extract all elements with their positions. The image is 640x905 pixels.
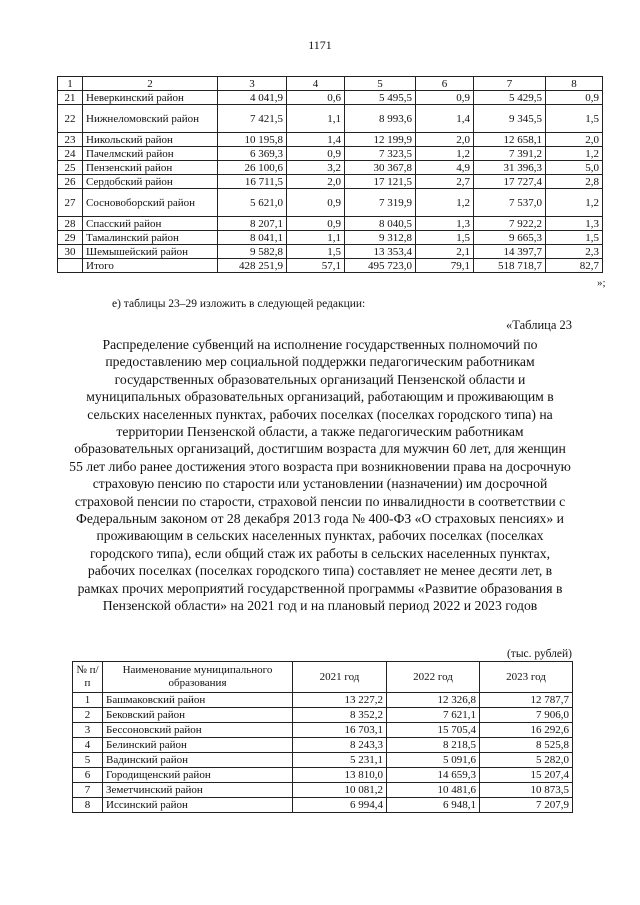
- value-2023: 15 207,4: [480, 768, 573, 783]
- amendment-instruction: е) таблицы 23–29 изложить в следующей редакции:: [112, 298, 366, 310]
- column-header: 5: [345, 77, 416, 91]
- row-number: 28: [58, 217, 83, 231]
- value-cell: 17 121,5: [345, 175, 416, 189]
- value-2022: 6 948,1: [387, 798, 480, 813]
- value-2021: 13 227,2: [293, 693, 387, 708]
- row-number: 8: [73, 798, 103, 813]
- value-2021: 6 994,4: [293, 798, 387, 813]
- value-2022: 14 659,3: [387, 768, 480, 783]
- value-cell: 4 041,9: [218, 91, 287, 105]
- table-header-row: [73, 662, 573, 693]
- value-cell: 5 621,0: [218, 189, 287, 217]
- value-cell: 13 353,4: [345, 245, 416, 259]
- share-cell: 4,9: [416, 161, 474, 175]
- value-2023: 16 292,6: [480, 723, 573, 738]
- share-cell: 1,1: [287, 231, 345, 245]
- municipality-name: Неверкинский район: [83, 91, 218, 105]
- closing-quote: »;: [597, 277, 606, 289]
- table-row: [58, 161, 603, 175]
- value-cell: 9 582,8: [218, 245, 287, 259]
- page-number: 1171: [308, 38, 332, 52]
- column-header-2021: 2021 год: [293, 662, 387, 693]
- value-2022: 8 218,5: [387, 738, 480, 753]
- municipality-name: Башмаковский район: [103, 693, 293, 708]
- municipality-name: Пачелмский район: [83, 147, 218, 161]
- value-cell: 17 727,4: [474, 175, 546, 189]
- value-cell: 8 993,6: [345, 105, 416, 133]
- column-header: 1: [58, 77, 83, 91]
- share-cell: 2,3: [546, 245, 603, 259]
- row-number: 26: [58, 175, 83, 189]
- total-value: 495 723,0: [345, 259, 416, 273]
- value-cell: 8 040,5: [345, 217, 416, 231]
- municipality-name: Бессоновский район: [103, 723, 293, 738]
- value-2021: 13 810,0: [293, 768, 387, 783]
- share-cell: 1,5: [416, 231, 474, 245]
- value-2021: 10 081,2: [293, 783, 387, 798]
- value-cell: 7 391,2: [474, 147, 546, 161]
- subvention-table: [72, 661, 573, 813]
- value-cell: 7 421,5: [218, 105, 287, 133]
- value-2023: 7 207,9: [480, 798, 573, 813]
- total-value: 518 718,7: [474, 259, 546, 273]
- value-2022: 5 091,6: [387, 753, 480, 768]
- row-number: 27: [58, 189, 83, 217]
- share-cell: 0,9: [287, 217, 345, 231]
- value-cell: 31 396,3: [474, 161, 546, 175]
- row-number: 24: [58, 147, 83, 161]
- share-cell: 1,1: [287, 105, 345, 133]
- table-row: [58, 245, 603, 259]
- table-row: [73, 738, 573, 753]
- municipality-name: Тамалинский район: [83, 231, 218, 245]
- column-header: 6: [416, 77, 474, 91]
- total-value: 428 251,9: [218, 259, 287, 273]
- municipality-name: Никольский район: [83, 133, 218, 147]
- municipality-name: Сосновоборский район: [83, 189, 218, 217]
- value-cell: 8 041,1: [218, 231, 287, 245]
- table-row: [58, 189, 603, 217]
- municipality-name: Городищенский район: [103, 768, 293, 783]
- table-row: [58, 105, 603, 133]
- column-header: 4: [287, 77, 345, 91]
- column-header-2023: 2023 год: [480, 662, 573, 693]
- table-row: [73, 783, 573, 798]
- value-2021: 8 243,3: [293, 738, 387, 753]
- row-number: 3: [73, 723, 103, 738]
- value-cell: 7 323,5: [345, 147, 416, 161]
- value-2023: 7 906,0: [480, 708, 573, 723]
- share-cell: 5,0: [546, 161, 603, 175]
- share-cell: 1,2: [546, 147, 603, 161]
- share-cell: 0,9: [416, 91, 474, 105]
- value-cell: 8 207,1: [218, 217, 287, 231]
- share-cell: 2,0: [287, 175, 345, 189]
- value-2023: 10 873,5: [480, 783, 573, 798]
- share-cell: 1,2: [546, 189, 603, 217]
- value-cell: 26 100,6: [218, 161, 287, 175]
- table-row: [58, 231, 603, 245]
- value-cell: 7 319,9: [345, 189, 416, 217]
- table-row: [73, 708, 573, 723]
- value-cell: 30 367,8: [345, 161, 416, 175]
- row-number: 22: [58, 105, 83, 133]
- table-row: [73, 693, 573, 708]
- value-2022: 7 621,1: [387, 708, 480, 723]
- value-2022: 12 326,8: [387, 693, 480, 708]
- total-row: [58, 259, 603, 273]
- share-cell: 1,3: [546, 217, 603, 231]
- municipality-name: Сердобский район: [83, 175, 218, 189]
- row-number: 4: [73, 738, 103, 753]
- value-cell: 5 429,5: [474, 91, 546, 105]
- share-cell: 1,4: [416, 105, 474, 133]
- share-cell: 1,4: [287, 133, 345, 147]
- share-cell: 0,9: [287, 189, 345, 217]
- row-number: 30: [58, 245, 83, 259]
- table-row: [58, 217, 603, 231]
- municipality-name: Шемышейский район: [83, 245, 218, 259]
- value-cell: 10 195,8: [218, 133, 287, 147]
- table-row: [58, 147, 603, 161]
- share-cell: 2,7: [416, 175, 474, 189]
- value-cell: 9 345,5: [474, 105, 546, 133]
- value-2021: 5 231,1: [293, 753, 387, 768]
- total-share: 79,1: [416, 259, 474, 273]
- row-number: 23: [58, 133, 83, 147]
- share-cell: 0,9: [546, 91, 603, 105]
- table-row: [58, 133, 603, 147]
- units-label: (тыс. рублей): [506, 648, 572, 660]
- column-header-number: № п/п: [73, 662, 103, 693]
- share-cell: 2,0: [416, 133, 474, 147]
- share-cell: 0,6: [287, 91, 345, 105]
- table-label: «Таблица 23: [506, 318, 572, 332]
- share-cell: 1,3: [416, 217, 474, 231]
- row-number: 2: [73, 708, 103, 723]
- empty-cell: [58, 259, 83, 273]
- value-cell: 14 397,7: [474, 245, 546, 259]
- value-2023: 8 525,8: [480, 738, 573, 753]
- share-cell: 0,9: [287, 147, 345, 161]
- municipality-name: Нижнеломовский район: [83, 105, 218, 133]
- row-number: 21: [58, 91, 83, 105]
- column-header-municipality: Наименование муниципального образования: [103, 662, 293, 693]
- share-cell: 3,2: [287, 161, 345, 175]
- column-header: 7: [474, 77, 546, 91]
- row-number: 5: [73, 753, 103, 768]
- row-number: 25: [58, 161, 83, 175]
- value-2021: 8 352,2: [293, 708, 387, 723]
- value-cell: 12 199,9: [345, 133, 416, 147]
- municipality-name: Пензенский район: [83, 161, 218, 175]
- table-row: [73, 768, 573, 783]
- value-cell: 16 711,5: [218, 175, 287, 189]
- share-cell: 1,2: [416, 147, 474, 161]
- row-number: 6: [73, 768, 103, 783]
- value-2022: 10 481,6: [387, 783, 480, 798]
- value-cell: 12 658,1: [474, 133, 546, 147]
- table-row: [58, 175, 603, 189]
- share-cell: 1,5: [287, 245, 345, 259]
- column-header: 2: [83, 77, 218, 91]
- table-row: [73, 753, 573, 768]
- value-2022: 15 705,4: [387, 723, 480, 738]
- value-cell: 9 312,8: [345, 231, 416, 245]
- share-cell: 2,0: [546, 133, 603, 147]
- table-row: [73, 798, 573, 813]
- value-cell: 6 369,3: [218, 147, 287, 161]
- row-number: 1: [73, 693, 103, 708]
- table-row: [58, 91, 603, 105]
- row-number: 29: [58, 231, 83, 245]
- total-share: 57,1: [287, 259, 345, 273]
- municipality-name: Вадинский район: [103, 753, 293, 768]
- column-header-2022: 2022 год: [387, 662, 480, 693]
- subsidy-table-continued: [57, 76, 603, 273]
- share-cell: 2,1: [416, 245, 474, 259]
- total-label: Итого: [83, 259, 218, 273]
- value-cell: 7 537,0: [474, 189, 546, 217]
- table-heading: Распределение субвенций на исполнение государственных полномочий по предоставлению мер социальной поддержки педагогическим работникам государственных образовательных организаций Пензенской области и муниципальных образовательных организаций, работающим и проживающим в сельских населенных пунктах, рабочих поселках (поселках городского типа) на территории Пензенской области, а также педагогическим работникам образовательных организаций, достигшим возраста для мужчин 60 лет, для женщин 55 лет либо ранее достижения этого возраста при возникновении права на досрочную страховую пенсию по старости или установлении (назначении) им досрочной страховой пенсии по старости, страховой пенсии по инвалидности в соответствии с Федеральным законом от 28 декабря 2013 года № 400-ФЗ «О страховых пенсиях» и проживающим в сельских населенных пунктах, рабочих поселках (поселках городского типа), если общий стаж их работы в сельских населенных пунктах, рабочих поселках (поселках городского типа) составляет не менее десяти лет, в рамках прочих мероприятий государственной программы «Развитие образования в Пензенской области» на 2021 год и на плановый период 2022 и 2023 годов: [69, 337, 571, 614]
- municipality-name: Бековский район: [103, 708, 293, 723]
- municipality-name: Иссинский район: [103, 798, 293, 813]
- share-cell: 2,8: [546, 175, 603, 189]
- municipality-name: Спасский район: [83, 217, 218, 231]
- municipality-name: Земетчинский район: [103, 783, 293, 798]
- value-cell: 9 665,3: [474, 231, 546, 245]
- share-cell: 1,5: [546, 231, 603, 245]
- value-cell: 5 495,5: [345, 91, 416, 105]
- value-2021: 16 703,1: [293, 723, 387, 738]
- total-share: 82,7: [546, 259, 603, 273]
- value-2023: 12 787,7: [480, 693, 573, 708]
- table-row: [73, 723, 573, 738]
- municipality-name: Белинский район: [103, 738, 293, 753]
- table-header-row: [58, 77, 603, 91]
- column-header: 3: [218, 77, 287, 91]
- share-cell: 1,2: [416, 189, 474, 217]
- column-header: 8: [546, 77, 603, 91]
- share-cell: 1,5: [546, 105, 603, 133]
- value-2023: 5 282,0: [480, 753, 573, 768]
- row-number: 7: [73, 783, 103, 798]
- value-cell: 7 922,2: [474, 217, 546, 231]
